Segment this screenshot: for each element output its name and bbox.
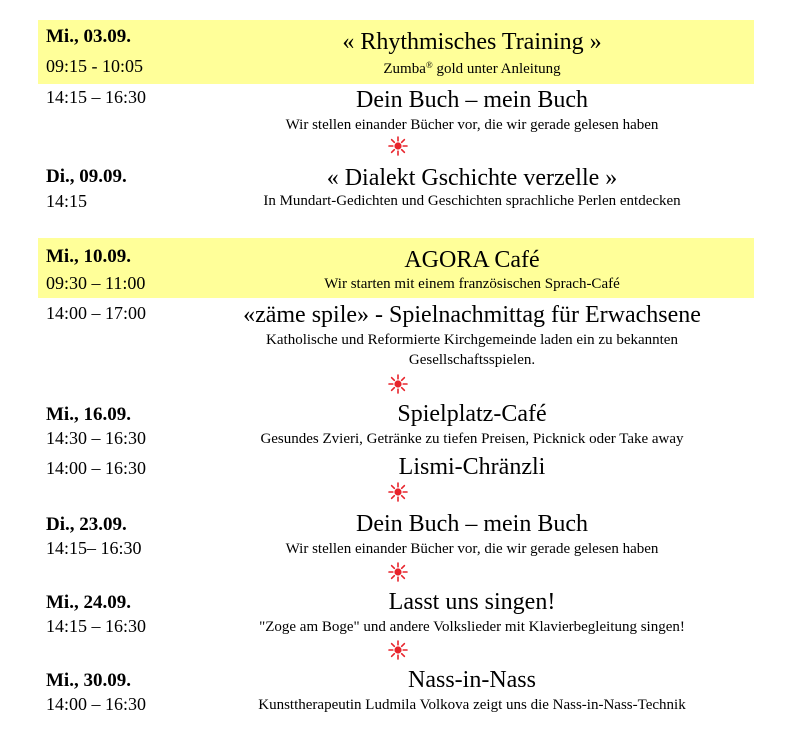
sun-icon xyxy=(388,374,408,394)
event-description: Gesundes Zvieri, Getränke zu tiefen Preisen, Picknick oder Take away xyxy=(260,431,684,447)
event-row xyxy=(38,160,754,216)
event-time: 09:30 – 11:00 xyxy=(46,273,146,293)
event-date: Mi., 03.09. xyxy=(46,26,131,47)
event-row xyxy=(38,86,754,138)
event-description: Wir stellen einander Bücher vor, die wir gerade gelesen haben xyxy=(285,541,659,557)
event-row xyxy=(38,20,754,84)
event-time: 14:15 xyxy=(46,191,88,211)
event-row xyxy=(38,300,754,374)
event-time: 14:00 – 17:00 xyxy=(46,303,147,323)
event-title: «zäme spile» - Spielnachmittag für Erwachsene xyxy=(243,302,701,328)
event-time: 09:15 - 10:05 xyxy=(46,56,143,76)
event-time: 14:30 – 16:30 xyxy=(46,428,147,448)
event-time: 14:00 – 16:30 xyxy=(46,694,147,714)
event-description: Katholische und Reformierte Kirchgemeinde laden ein zu bekannten Gesellschaftsspielen. xyxy=(266,332,678,368)
sun-icon xyxy=(388,136,408,156)
sun-icon xyxy=(388,482,408,502)
event-title: « Rhythmisches Training » xyxy=(342,29,602,55)
event-date: Mi., 16.09. xyxy=(46,404,131,425)
event-title: Nass-in-Nass xyxy=(408,667,536,693)
event-description: In Mundart-Gedichten und Geschichten sprachliche Perlen entdecken xyxy=(263,193,681,209)
sun-icon xyxy=(388,562,408,582)
event-description: "Zoge am Boge" und andere Volkslieder mit Klavierbegleitung singen! xyxy=(259,619,685,635)
event-title: AGORA Café xyxy=(404,247,540,273)
event-title: Dein Buch – mein Buch xyxy=(356,87,588,113)
description-rest: gold unter Anleitung xyxy=(432,61,561,77)
event-title: Dein Buch – mein Buch xyxy=(356,511,588,537)
sun-icon xyxy=(388,640,408,660)
brand-name: Zumba xyxy=(383,61,426,77)
event-time: 14:15 – 16:30 xyxy=(46,87,147,107)
event-description xyxy=(198,59,746,79)
event-row xyxy=(38,508,754,560)
event-row xyxy=(38,238,754,298)
event-description: Wir stellen einander Bücher vor, die wir gerade gelesen haben xyxy=(285,117,659,133)
event-row xyxy=(38,586,754,638)
event-time: 14:15 – 16:30 xyxy=(46,616,147,636)
event-row xyxy=(38,398,754,454)
event-date: Di., 09.09. xyxy=(46,166,127,187)
event-date: Mi., 10.09. xyxy=(46,246,131,267)
event-date: Mi., 24.09. xyxy=(46,592,131,613)
event-date: Di., 23.09. xyxy=(46,514,127,535)
event-time: 14:00 – 16:30 xyxy=(46,458,147,478)
event-title: Spielplatz-Café xyxy=(397,401,547,427)
registered-mark: ® xyxy=(425,60,433,70)
event-title: « Dialekt Gschichte verzelle » xyxy=(326,165,618,191)
event-title: Lasst uns singen! xyxy=(388,589,556,615)
event-date: Mi., 30.09. xyxy=(46,670,131,691)
event-time: 14:15– 16:30 xyxy=(46,538,142,558)
event-row xyxy=(38,456,754,482)
event-description: Kunsttherapeutin Ludmila Volkova zeigt uns die Nass-in-Nass-Technik xyxy=(258,697,686,713)
event-description: Wir starten mit einem französischen Sprach-Café xyxy=(324,276,620,292)
event-title: Lismi-Chränzli xyxy=(398,454,546,480)
event-row xyxy=(38,664,754,718)
